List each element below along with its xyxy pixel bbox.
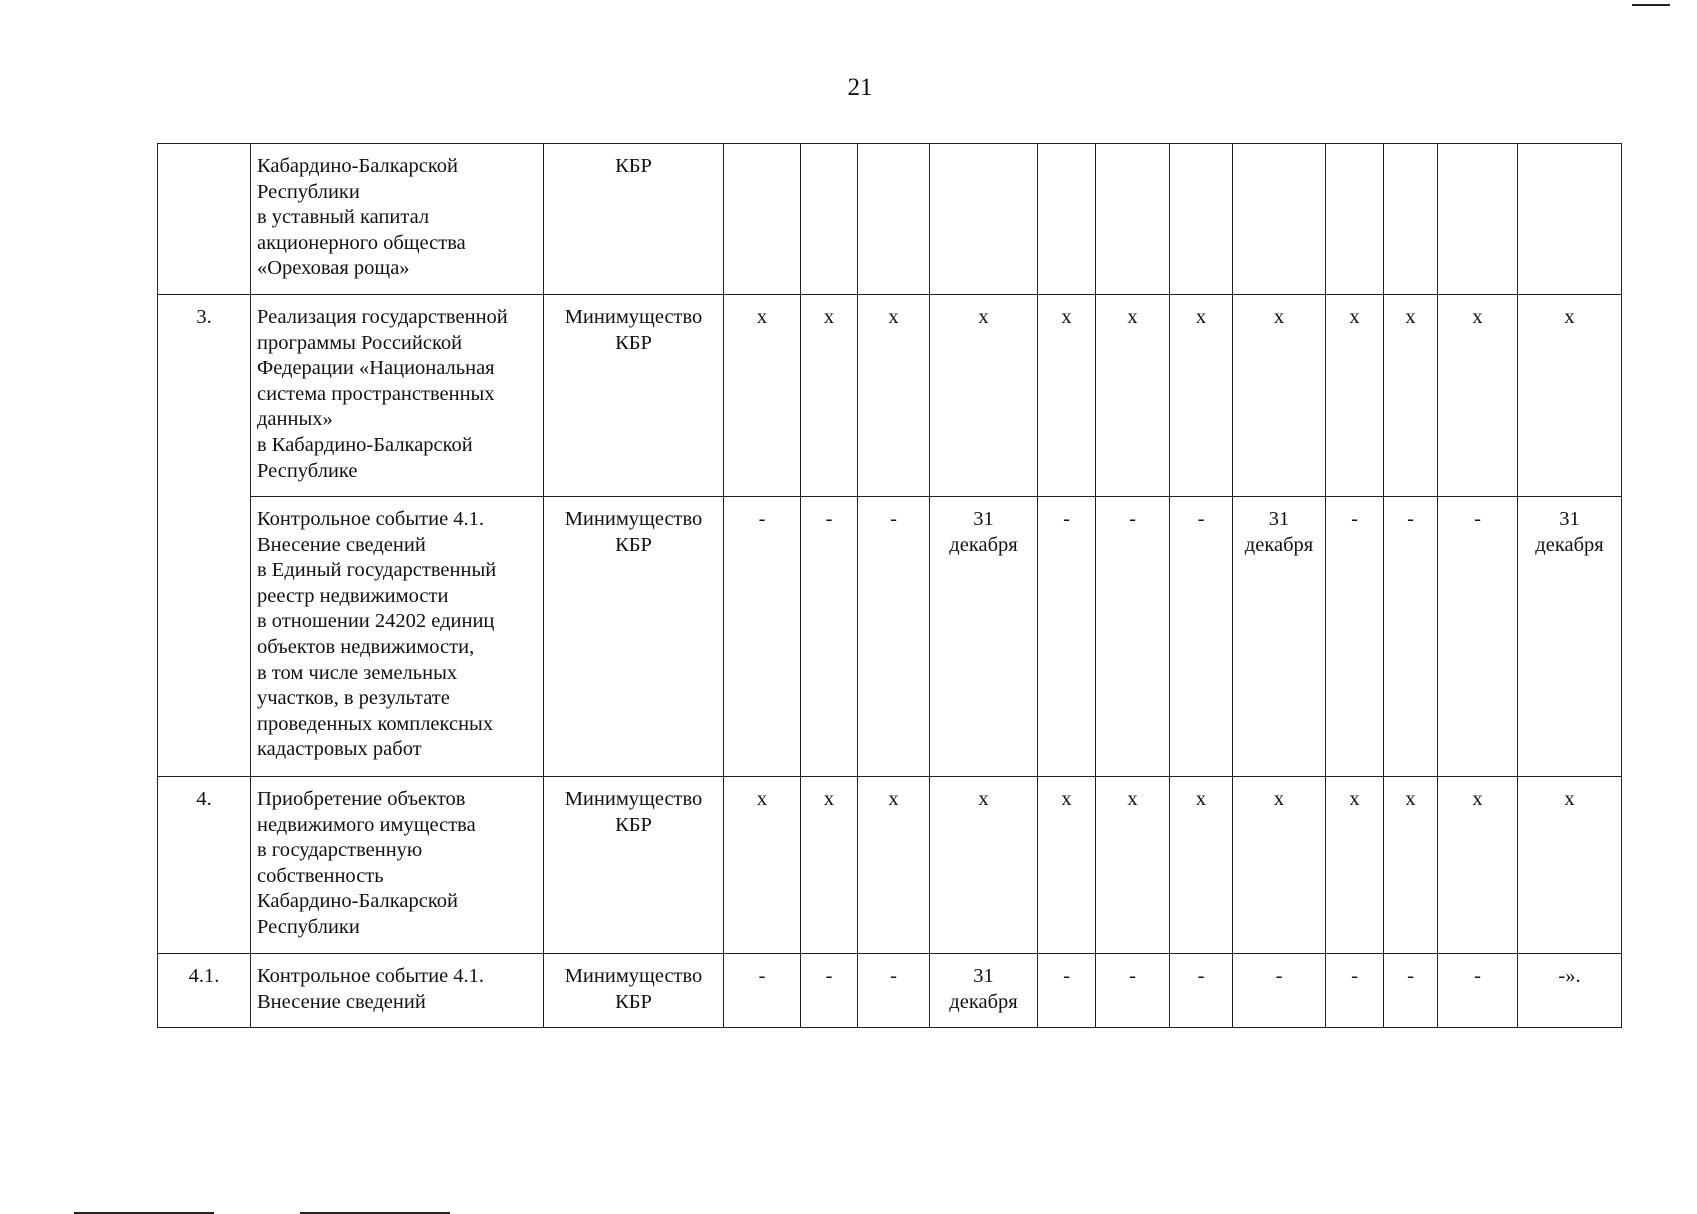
schedule-cell: - [1170, 497, 1233, 777]
schedule-cell: х [1518, 295, 1622, 497]
schedule-cell: х [1326, 295, 1384, 497]
schedule-cell: х [724, 295, 801, 497]
page-number: 21 [847, 74, 873, 101]
table-row [158, 295, 1622, 497]
schedule-cell: - [1170, 954, 1233, 1028]
responsible-executor: Минимущество КБР [544, 295, 724, 497]
schedule-cell: х [1384, 777, 1438, 954]
schedule-cell: - [1038, 497, 1096, 777]
row-number: 3. [158, 295, 251, 497]
table-row [158, 954, 1622, 1028]
schedule-cell: - [1096, 954, 1170, 1028]
table-row [158, 144, 1622, 295]
schedule-cell: - [1326, 954, 1384, 1028]
schedule-cell: х [1384, 295, 1438, 497]
schedule-cell: х [1170, 295, 1233, 497]
schedule-cell: х [1326, 777, 1384, 954]
event-name: Контрольное событие 4.1. Внесение сведений в Единый государственный реестр недвижимости в отношении 24202 единиц объектов недвижимости, в том числе земельных участков, в результате проведенных комплексных кадастровых работ [251, 497, 544, 777]
schedule-cell: х [1233, 777, 1326, 954]
schedule-cell: 31 декабря [930, 497, 1038, 777]
schedule-cell: - [858, 954, 930, 1028]
row-number: 4. [158, 777, 251, 954]
table-row [158, 777, 1622, 954]
schedule-cell: х [930, 295, 1038, 497]
schedule-cell: -». [1518, 954, 1622, 1028]
schedule-cell: х [858, 777, 930, 954]
schedule-cell [1233, 144, 1326, 295]
event-plan-table [157, 143, 1622, 1028]
schedule-cell [1038, 144, 1096, 295]
event-name: Контрольное событие 4.1. Внесение сведений [251, 954, 544, 1028]
row-number: 4.1. [158, 954, 251, 1028]
schedule-cell: - [724, 954, 801, 1028]
schedule-cell: - [1096, 497, 1170, 777]
schedule-cell: - [858, 497, 930, 777]
event-name: Реализация государственной программы Российской Федерации «Национальная система пространственных данных» в Кабардино-Балкарской Республике [251, 295, 544, 497]
schedule-cell: - [1384, 497, 1438, 777]
schedule-cell: - [1038, 954, 1096, 1028]
table-row [158, 497, 1622, 777]
schedule-cell: 31 декабря [930, 954, 1038, 1028]
row-number [158, 144, 251, 295]
schedule-cell [1326, 144, 1384, 295]
schedule-cell: х [1170, 777, 1233, 954]
schedule-cell: 31 декабря [1233, 497, 1326, 777]
responsible-executor: КБР [544, 144, 724, 295]
schedule-cell: х [1233, 295, 1326, 497]
responsible-executor: Минимущество КБР [544, 497, 724, 777]
schedule-cell: х [801, 777, 858, 954]
schedule-cell: х [1438, 777, 1518, 954]
schedule-cell [801, 144, 858, 295]
schedule-cell [1170, 144, 1233, 295]
event-name: Кабардино-Балкарской Республики в уставный капитал акционерного общества «Ореховая роща» [251, 144, 544, 295]
schedule-cell [1438, 144, 1518, 295]
schedule-cell [724, 144, 801, 295]
schedule-cell [930, 144, 1038, 295]
schedule-cell: - [1384, 954, 1438, 1028]
schedule-cell: х [930, 777, 1038, 954]
schedule-cell: 31 декабря [1518, 497, 1622, 777]
schedule-cell: х [724, 777, 801, 954]
row-number [158, 497, 251, 777]
schedule-cell: - [801, 497, 858, 777]
schedule-cell: - [1233, 954, 1326, 1028]
schedule-cell: - [1438, 954, 1518, 1028]
schedule-cell: - [1326, 497, 1384, 777]
schedule-cell: х [1038, 295, 1096, 497]
schedule-cell [1384, 144, 1438, 295]
schedule-cell: - [801, 954, 858, 1028]
corner-mark [1632, 4, 1670, 6]
schedule-cell: х [1438, 295, 1518, 497]
schedule-cell: - [1438, 497, 1518, 777]
event-name: Приобретение объектов недвижимого имущества в государственную собственность Кабардино-Балкарской Республики [251, 777, 544, 954]
schedule-cell: х [1096, 295, 1170, 497]
schedule-cell: х [801, 295, 858, 497]
schedule-cell: х [858, 295, 930, 497]
schedule-cell [1518, 144, 1622, 295]
responsible-executor: Минимущество КБР [544, 777, 724, 954]
schedule-cell [858, 144, 930, 295]
responsible-executor: Минимущество КБР [544, 954, 724, 1028]
schedule-cell: - [724, 497, 801, 777]
schedule-cell: х [1096, 777, 1170, 954]
schedule-cell: х [1038, 777, 1096, 954]
schedule-cell [1096, 144, 1170, 295]
schedule-cell: х [1518, 777, 1622, 954]
